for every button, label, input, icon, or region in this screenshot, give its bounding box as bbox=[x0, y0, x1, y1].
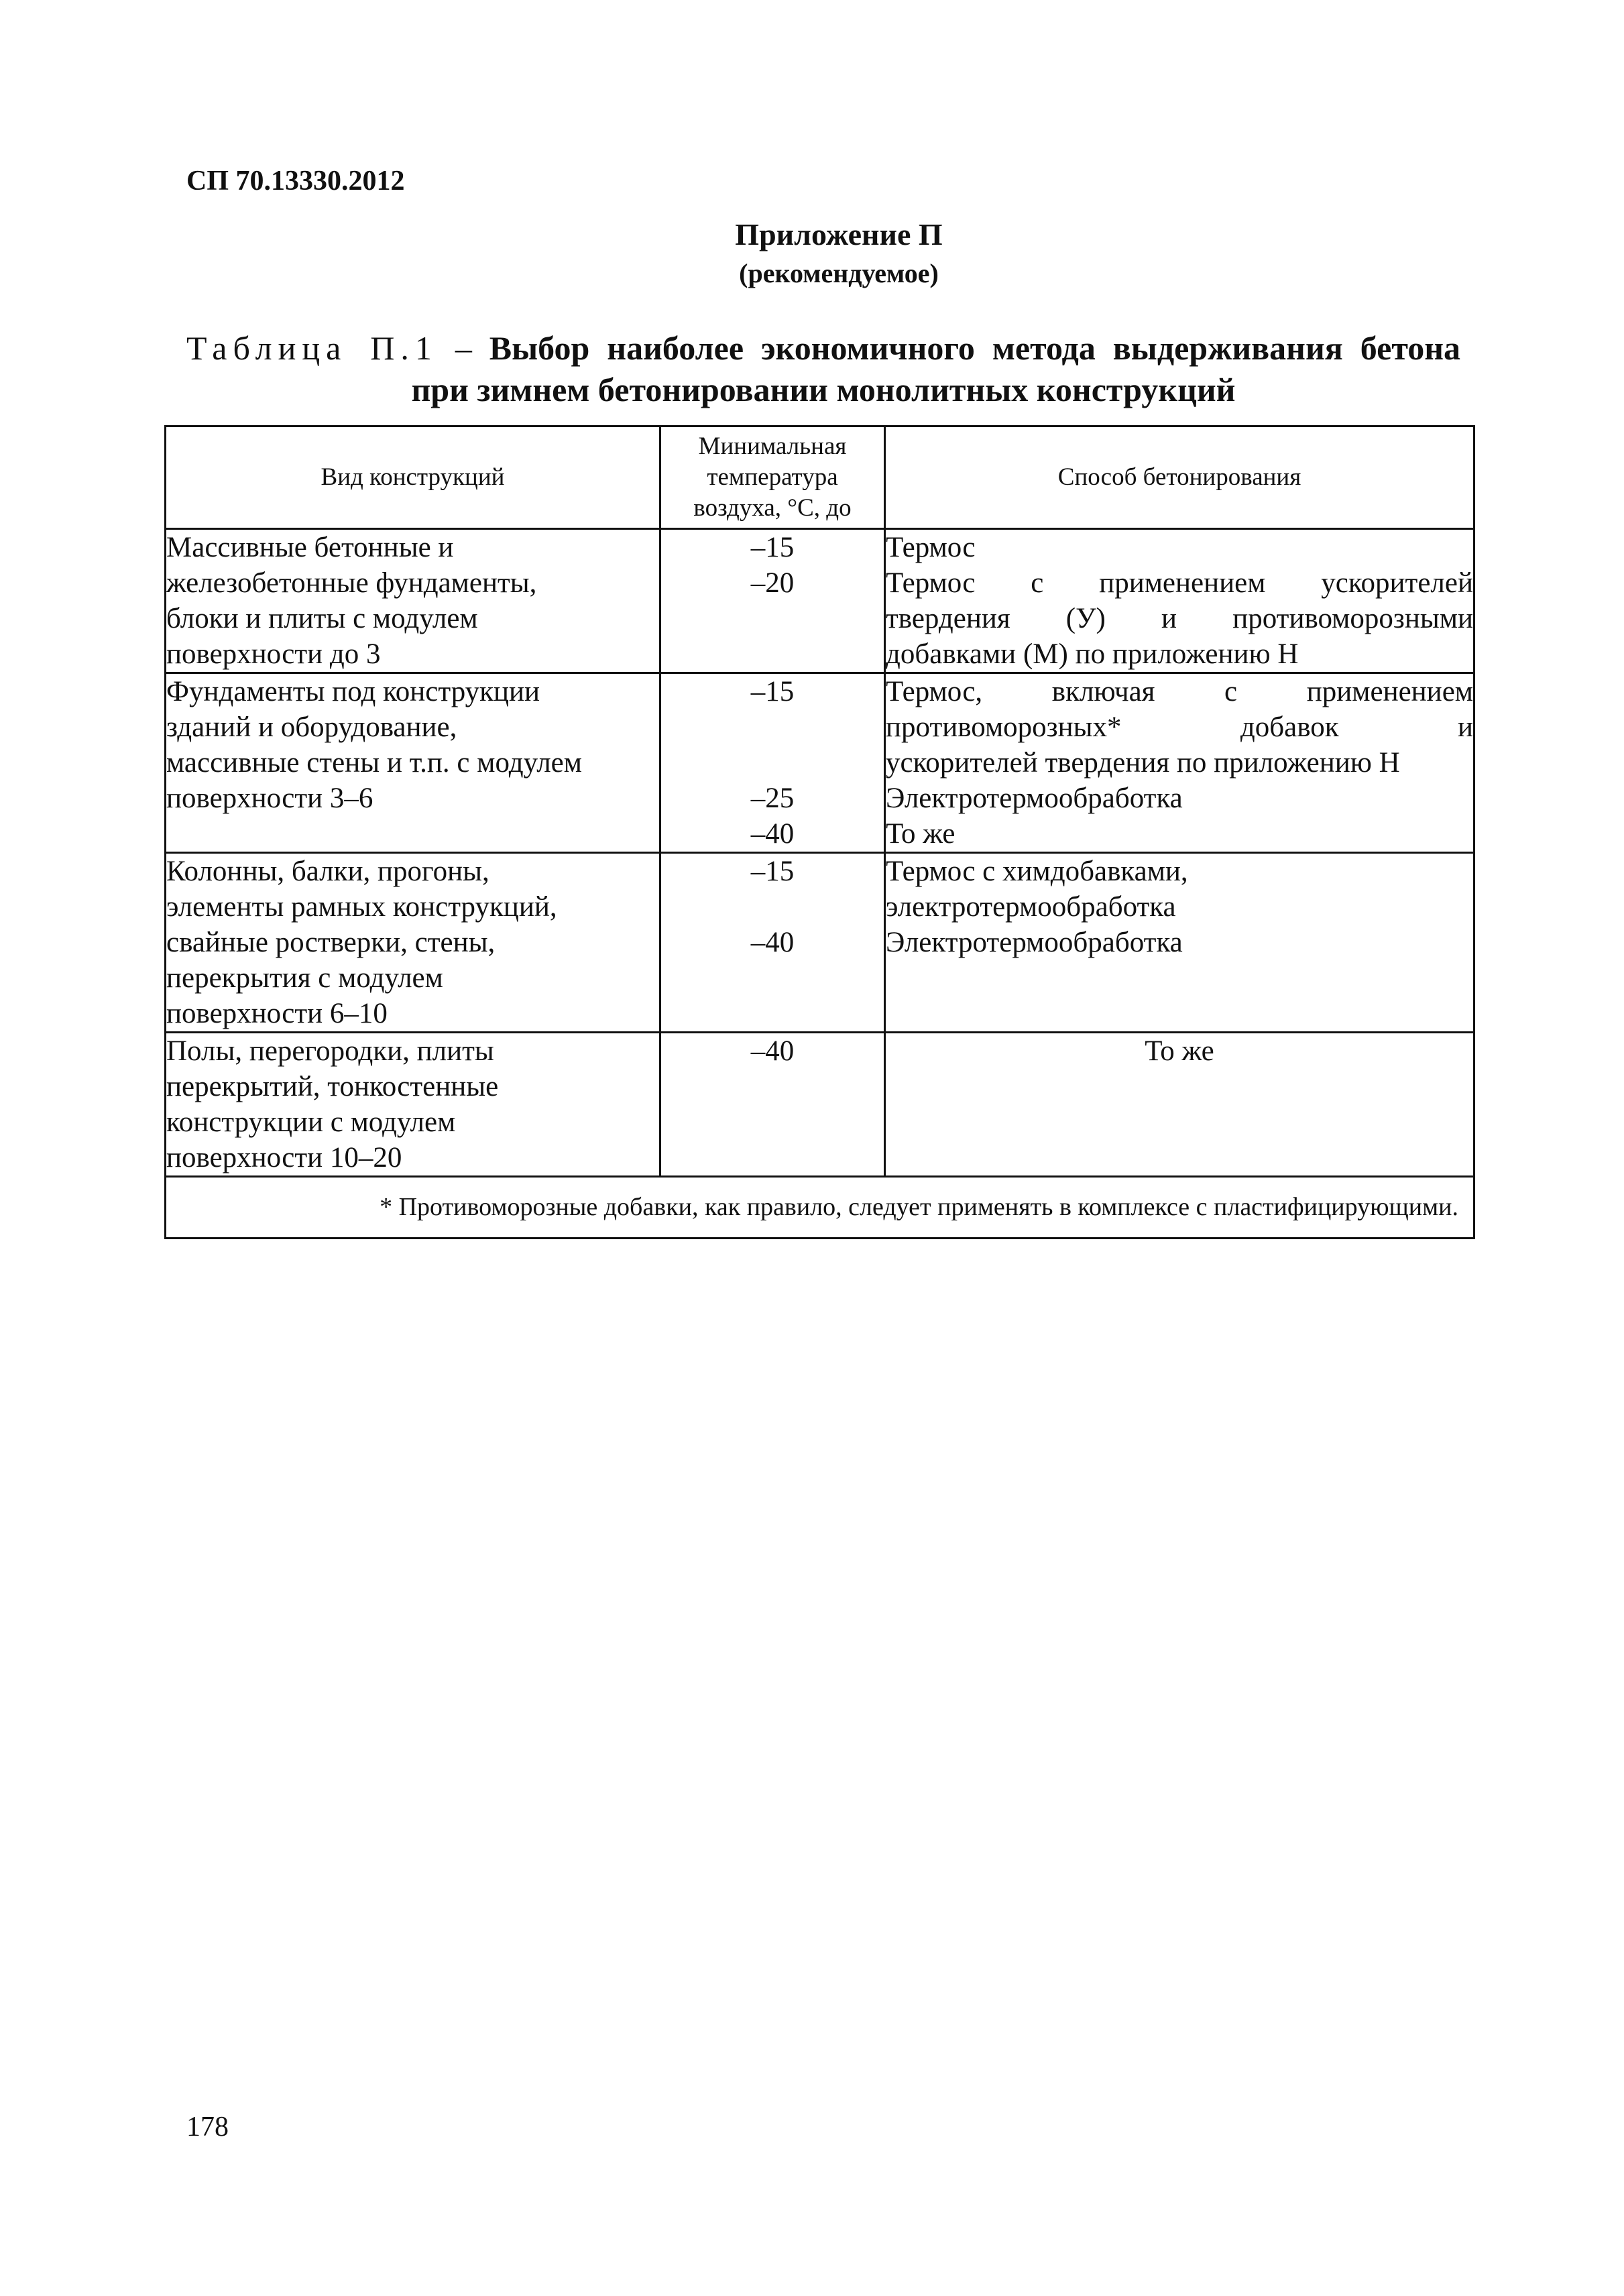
method-cell bbox=[885, 673, 1474, 853]
cell-line: ускорителей твердения по приложению Н bbox=[886, 747, 1400, 779]
cell-line: Полы, перегородки, плиты bbox=[166, 1035, 494, 1067]
method-cell bbox=[885, 853, 1474, 1033]
appendix-subtitle: (рекомендуемое) bbox=[739, 258, 939, 288]
cell-line: конструкции с модулем bbox=[166, 1106, 456, 1138]
cell-line bbox=[661, 636, 884, 672]
cell-line: поверхности 6–10 bbox=[166, 998, 388, 1029]
cell-line: Фундаменты под конструкции bbox=[166, 676, 540, 707]
appendix-title: Приложение П bbox=[735, 217, 943, 251]
table-title-part-1: Выбор наиболее экономичного метода выдерживания бетона bbox=[489, 329, 1461, 367]
cell-line bbox=[886, 960, 1473, 996]
cell-line: добавками (М) по приложению Н bbox=[886, 638, 1299, 670]
header-temp-line: воздуха, °С, до bbox=[693, 494, 852, 522]
cell-line: Термос с применением ускорителей bbox=[886, 567, 1473, 599]
table-row bbox=[166, 529, 1474, 673]
cell-line: –40 bbox=[750, 818, 795, 850]
cell-line: Электротермообработка bbox=[886, 783, 1183, 814]
construction-type-cell bbox=[166, 1033, 660, 1177]
cell-line: зданий и оборудование, bbox=[166, 711, 457, 743]
table-caption-line-1 bbox=[186, 327, 1460, 369]
table-label: Таблица П.1 bbox=[186, 329, 438, 367]
caption-dash: – bbox=[455, 329, 472, 367]
table-title-part-2: при зимнем бетонировании монолитных конструкций bbox=[411, 371, 1236, 408]
appendix-heading bbox=[0, 215, 1624, 292]
cell-line bbox=[661, 1104, 884, 1140]
cell-line bbox=[661, 1140, 884, 1175]
cell-line bbox=[661, 889, 884, 925]
cell-line bbox=[661, 960, 884, 996]
header-min-temperature bbox=[660, 426, 885, 529]
cell-line: То же bbox=[1145, 1035, 1214, 1067]
table-row bbox=[166, 673, 1474, 853]
construction-type-cell bbox=[166, 853, 660, 1033]
document-code: СП 70.13330.2012 bbox=[186, 166, 405, 196]
header-temp-line: температура bbox=[707, 463, 838, 491]
cell-line: перекрытий, тонкостенные bbox=[166, 1071, 499, 1102]
table-row bbox=[166, 853, 1474, 1033]
cell-line: –15 bbox=[750, 856, 795, 887]
cell-line bbox=[661, 601, 884, 636]
table-row bbox=[166, 1033, 1474, 1177]
cell-line: Термос с химдобавками, bbox=[886, 856, 1188, 887]
cell-line: –40 bbox=[750, 1035, 795, 1067]
temperature-cell bbox=[660, 529, 885, 673]
cell-line: Электротермообработка bbox=[886, 927, 1183, 958]
method-cell bbox=[885, 529, 1474, 673]
cell-line: электротермообработка bbox=[886, 891, 1176, 923]
cell-line: блоки и плиты с модулем bbox=[166, 603, 478, 634]
cell-line bbox=[661, 1069, 884, 1104]
header-construction-type: Вид конструкций bbox=[166, 426, 660, 529]
cell-line bbox=[166, 816, 659, 852]
cell-line: То же bbox=[886, 818, 955, 850]
page-number: 178 bbox=[186, 2112, 229, 2142]
construction-type-cell bbox=[166, 529, 660, 673]
cell-line bbox=[661, 709, 884, 745]
table-footnote: * Противоморозные добавки, как правило, следует применять в комплексе с пластифицирующими. bbox=[166, 1177, 1474, 1239]
footnote-row bbox=[166, 1177, 1474, 1239]
table-header-row bbox=[166, 426, 1474, 529]
cell-line bbox=[886, 1140, 1473, 1175]
cell-line: –20 bbox=[750, 567, 795, 599]
cell-line bbox=[886, 996, 1473, 1031]
cell-line bbox=[661, 996, 884, 1031]
cell-line: поверхности 3–6 bbox=[166, 783, 373, 814]
cell-line: свайные ростверки, стены, bbox=[166, 927, 496, 958]
cell-line: перекрытия с модулем bbox=[166, 962, 443, 994]
construction-type-cell bbox=[166, 673, 660, 853]
cell-line: противоморозных* добавок и bbox=[886, 711, 1473, 743]
cell-line: –15 bbox=[750, 676, 795, 707]
method-cell bbox=[885, 1033, 1474, 1177]
cell-line: Термос bbox=[886, 532, 976, 563]
header-concreting-method: Способ бетонирования bbox=[885, 426, 1474, 529]
cell-line: массивные стены и т.п. с модулем bbox=[166, 747, 582, 779]
cell-line: твердения (У) и противоморозными bbox=[886, 603, 1473, 634]
cell-line: поверхности 10–20 bbox=[166, 1142, 402, 1173]
header-temp-line: Минимальная bbox=[698, 433, 847, 460]
cell-line: железобетонные фундаменты, bbox=[166, 567, 537, 599]
cell-line bbox=[886, 1104, 1473, 1140]
cell-line: поверхности до 3 bbox=[166, 638, 381, 670]
cell-line bbox=[886, 1069, 1473, 1104]
cell-line: –15 bbox=[750, 532, 795, 563]
cell-line: Массивные бетонные и bbox=[166, 532, 454, 563]
temperature-cell bbox=[660, 673, 885, 853]
concrete-curing-table bbox=[164, 425, 1475, 1239]
cell-line: –40 bbox=[750, 927, 795, 958]
table-caption bbox=[186, 327, 1460, 410]
cell-line: Термос, включая с применением bbox=[886, 676, 1473, 707]
cell-line: –25 bbox=[750, 783, 795, 814]
temperature-cell bbox=[660, 1033, 885, 1177]
temperature-cell bbox=[660, 853, 885, 1033]
cell-line bbox=[661, 745, 884, 781]
cell-line: элементы рамных конструкций, bbox=[166, 891, 557, 923]
cell-line: Колонны, балки, прогоны, bbox=[166, 856, 489, 887]
